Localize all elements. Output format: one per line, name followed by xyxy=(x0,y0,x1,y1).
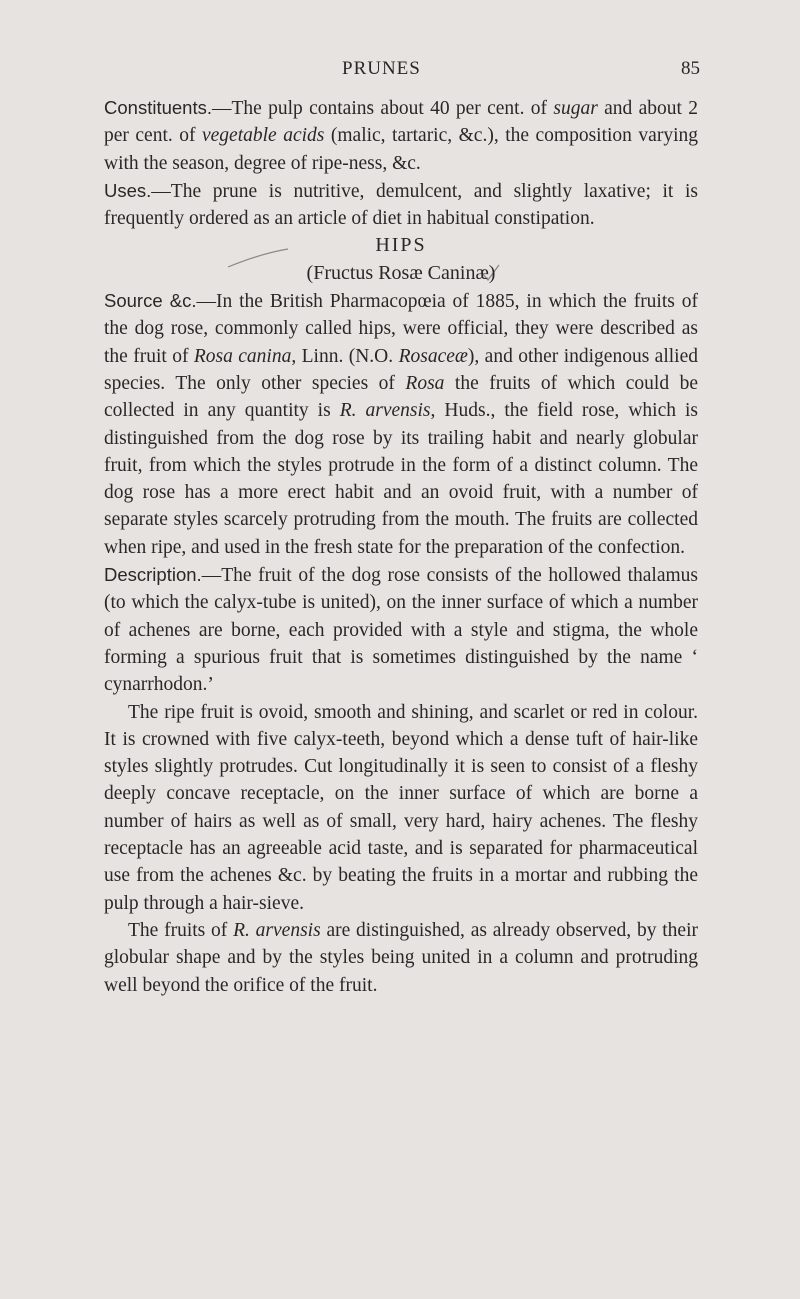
text-run: The ripe fruit is ovoid, smooth and shining, and scarlet or red in colour. It is crowned with five calyx-teeth, beyond which a dense tuft of hair-like styles slightly protrudes. Cut longitudinally it is seen to consist of a fleshy deeply concave receptacle, on the inner surface of which are borne a number of hairs as well as of small, very hard, hairy achenes. The fleshy receptacle has an agreeable acid taste, and is separated for pharmaceutical use from the achenes &c. by beating the fruits in a mortar and rubbing the pulp through a hair-sieve. xyxy=(104,701,698,914)
italic-run: Rosa canina xyxy=(193,345,292,367)
section-title: HIPS xyxy=(375,234,427,257)
italic-run: R. arvensis xyxy=(339,400,431,422)
label-description: Description. xyxy=(104,564,202,586)
italic-run: vegetable acids xyxy=(202,125,325,147)
text-run: , Linn. (N.O. xyxy=(291,345,399,367)
text-run: —In the British Pharmacopœia of 1885, in which the fruits of the dog rose, commonly called hips, were official, they were described as the fruit of xyxy=(104,291,698,367)
section-subtitle: (Fructus Rosæ Caninæ) xyxy=(306,261,496,284)
italic-run: sugar xyxy=(553,98,598,119)
text-run: —The pulp contains about 40 per cent. of xyxy=(211,98,554,119)
paragraph-arvensis xyxy=(104,917,698,999)
label-source: Source &c. xyxy=(104,290,197,312)
italic-run: R. arvensis xyxy=(233,919,321,941)
text-run: are distinguished, as already observed, by their globular shape and by the styles being united in a column and protruding well beyond the orifice of the fruit. xyxy=(104,919,698,996)
paragraph-source xyxy=(104,287,698,561)
text-run: The fruits of xyxy=(128,919,234,941)
page-number: 85 xyxy=(681,58,700,79)
text-run: , Huds., the field rose, which is distinguished from the dog rose by its trailing habit and nearly globular fruit, from which the styles protrude in the form of a distinct column. The dog rose has a more erect habit and an ovoid fruit, with a number of separate styles scarcely protruding from the mouth. The fruits are collected when ripe, and used in the fresh state for the preparation of the confection. xyxy=(104,400,698,558)
text-run: and about 2 per cent. of xyxy=(104,98,698,147)
italic-run: Rosa xyxy=(405,372,445,394)
label-uses: Uses. xyxy=(104,179,152,201)
paragraph-description xyxy=(104,561,698,698)
text-run: ), and other indigenous allied species. The only other species of xyxy=(104,345,698,394)
body-text xyxy=(104,94,698,999)
text-run: the fruits of which could be collected in any quantity is xyxy=(104,372,698,422)
paragraph-constituents xyxy=(104,94,698,177)
label-constituents: Constituents. xyxy=(104,97,212,118)
italic-run: Rosaceæ xyxy=(398,345,468,367)
text-run: —The fruit of the dog rose consists of the hollowed thalamus (to which the calyx-tube is united), on the inner surface of which a number of achenes are borne, each provided with a style and stigma, the whole forming a spurious fruit that is sometimes distinguished by the name ‘ cynarrhodon.’ xyxy=(104,565,698,696)
paragraph-uses xyxy=(104,177,698,233)
text-run: (malic, tartaric, &c.), the composition varying with the season, degree of ripe-ness, &c. xyxy=(104,125,698,174)
running-title: PRUNES xyxy=(342,58,421,79)
paragraph-ripe-fruit xyxy=(104,699,698,917)
text-run: —The prune is nutritive, demulcent, and slightly laxative; it is frequently ordered as an article of diet in habitual constipation. xyxy=(104,180,698,230)
